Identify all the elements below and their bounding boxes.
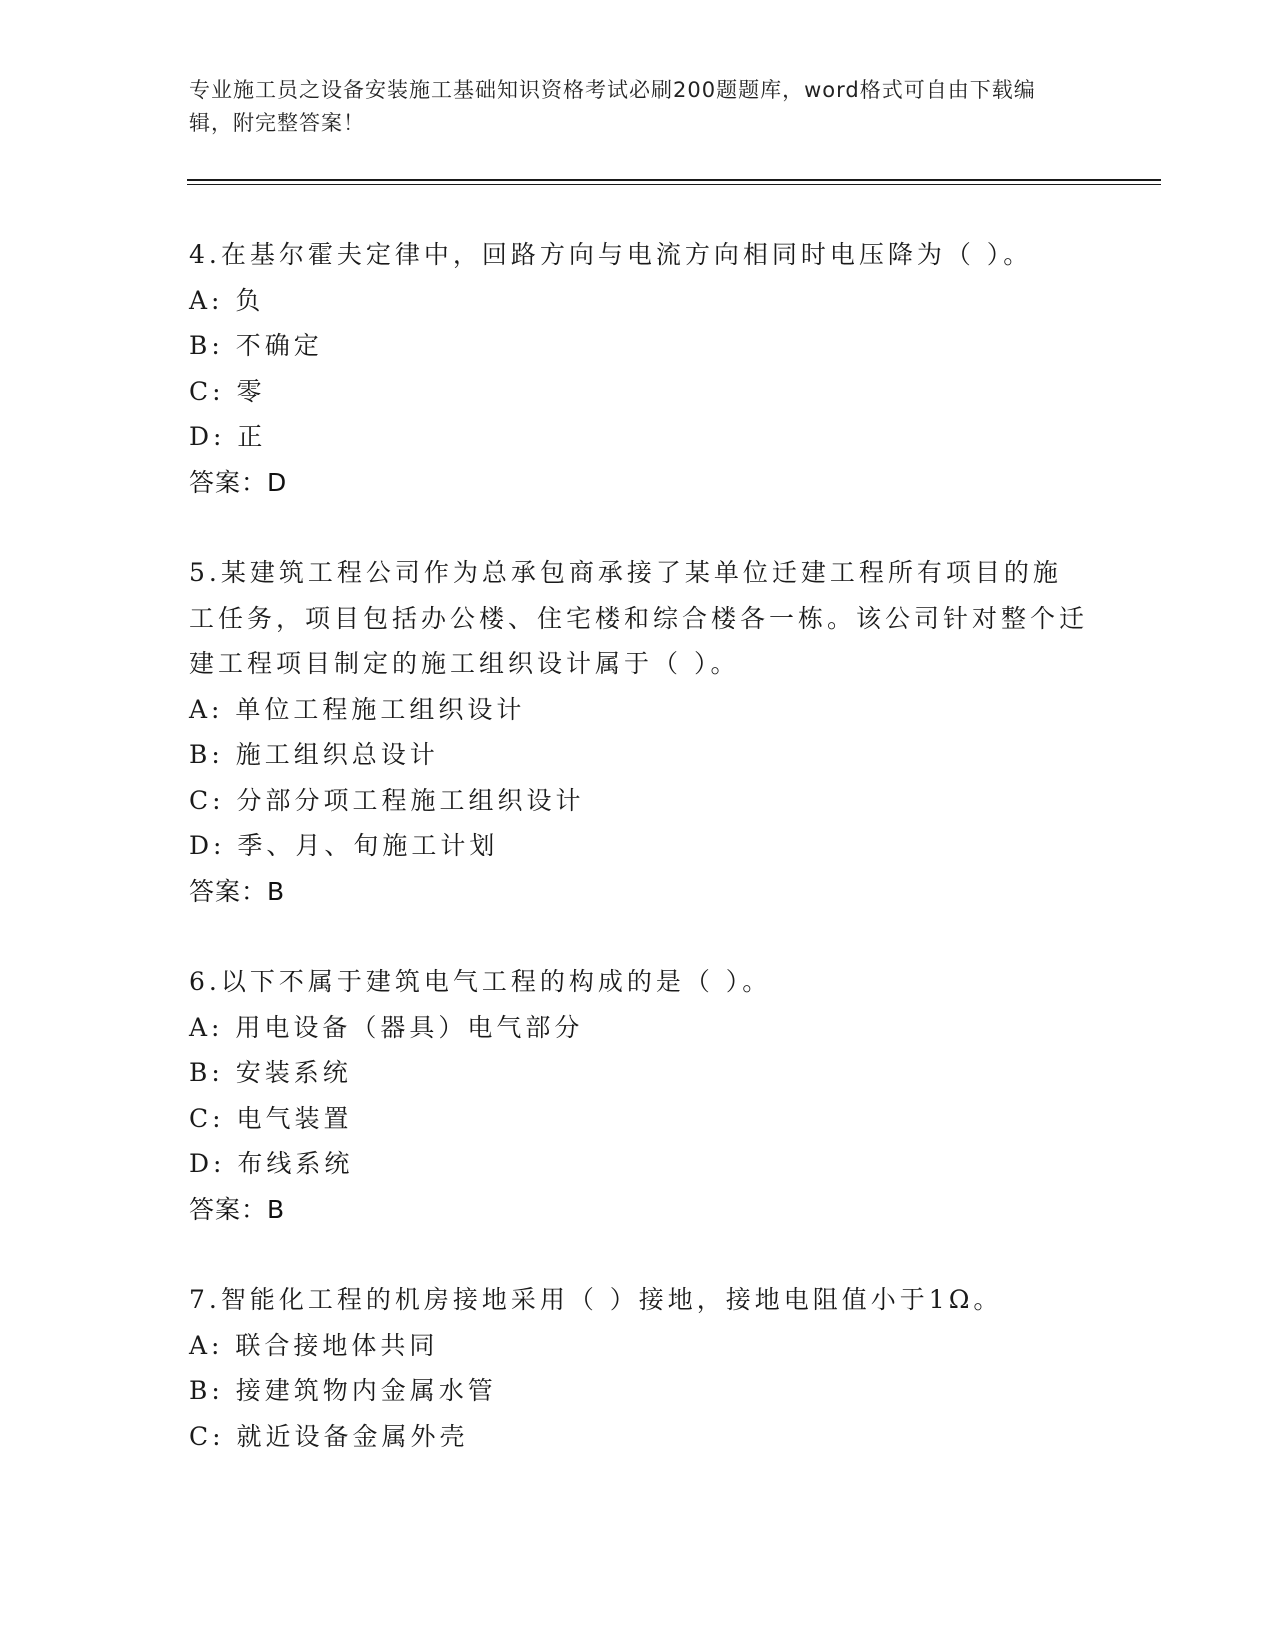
- question-5: [189, 550, 1089, 914]
- option-b: B: 施工组织总设计: [189, 740, 439, 769]
- header-divider-thin: [187, 184, 1161, 185]
- option-a: A: 用电设备（器具）电气部分: [189, 1012, 584, 1042]
- option-c: C: 零: [189, 376, 266, 406]
- answer-label: 答案：B: [189, 1194, 286, 1224]
- answer-label: 答案：D: [189, 467, 288, 497]
- question-stem: 7.智能化工程的机房接地采用（ ）接地，接地电阻值小于1Ω。: [189, 1285, 1003, 1314]
- option-a: A: 单位工程施工组织设计: [189, 694, 526, 724]
- header-divider-thick: [187, 179, 1161, 181]
- option-b: B: 不确定: [189, 331, 323, 360]
- question-list: [189, 232, 1089, 1504]
- option-d: D: 季、月、旬施工计划: [189, 831, 499, 860]
- question-7: [189, 1277, 1089, 1459]
- question-6: [189, 959, 1089, 1232]
- option-c: C: 电气装置: [189, 1103, 353, 1133]
- option-d: D: 布线系统: [189, 1149, 354, 1178]
- option-a: A: 负: [189, 285, 265, 315]
- option-a: A: 联合接地体共同: [189, 1330, 439, 1360]
- question-stem: 5.某建筑工程公司作为总承包商承接了某单位迁建工程所有项目的施工任务，项目包括办公楼、住宅楼和综合楼各一栋。该公司针对整个迁建工程项目制定的施工组织设计属于（ ）。: [189, 558, 1089, 678]
- option-c: C: 就近设备金属外壳: [189, 1421, 469, 1451]
- question-4: [189, 232, 1089, 505]
- answer-label: 答案：B: [189, 876, 286, 906]
- option-b: B: 安装系统: [189, 1058, 352, 1087]
- document-header-title: 专业施工员之设备安装施工基础知识资格考试必刷200题题库，word格式可自由下载编辑，附完整答案！: [189, 78, 1036, 135]
- option-c: C: 分部分项工程施工组织设计: [189, 785, 585, 815]
- option-b: B: 接建筑物内金属水管: [189, 1376, 497, 1405]
- question-stem: 4.在基尔霍夫定律中，回路方向与电流方向相同时电压降为（ ）。: [189, 240, 1033, 269]
- option-d: D: 正: [189, 422, 267, 451]
- question-stem: 6.以下不属于建筑电气工程的构成的是（ ）。: [189, 967, 772, 996]
